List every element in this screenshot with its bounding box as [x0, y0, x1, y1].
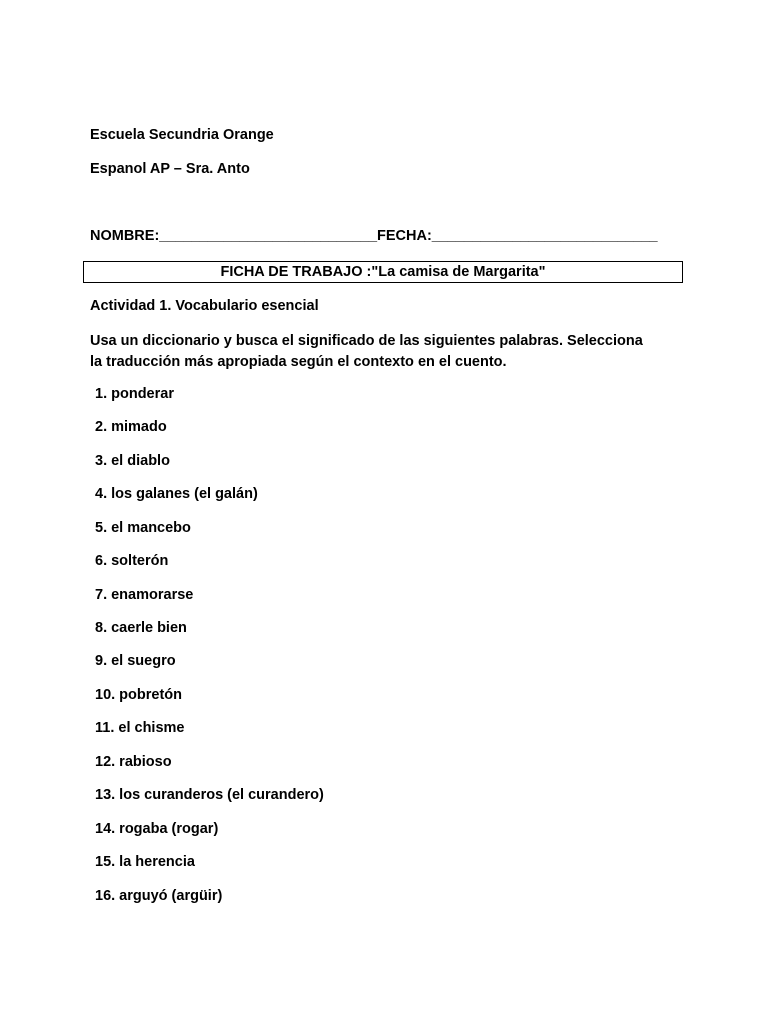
vocab-item: 3. el diablo	[95, 453, 170, 469]
vocab-item: 1. ponderar	[95, 386, 174, 402]
vocab-item: 7. enamorarse	[95, 587, 194, 603]
school-name: Escuela Secundria Orange	[90, 127, 274, 143]
instructions-line-2: la traducción más apropiada según el contexto en el cuento.	[90, 354, 507, 370]
vocab-item: 9. el suegro	[95, 653, 176, 669]
activity-heading: Actividad 1. Vocabulario esencial	[90, 298, 319, 314]
worksheet-title: FICHA DE TRABAJO :"La camisa de Margarita"	[220, 264, 546, 280]
vocab-item: 16. arguyó (argüir)	[95, 888, 223, 904]
vocab-item: 14. rogaba (rogar)	[95, 821, 219, 837]
worksheet-title-box	[83, 261, 683, 283]
vocab-item: 8. caerle bien	[95, 620, 187, 636]
vocab-item: 5. el mancebo	[95, 520, 191, 536]
vocab-item: 12. rabioso	[95, 754, 172, 770]
course-teacher: Espanol AP – Sra. Anto	[90, 161, 250, 177]
vocab-item: 13. los curanderos (el curandero)	[95, 787, 324, 803]
vocab-item: 2. mimado	[95, 419, 167, 435]
vocab-item: 15. la herencia	[95, 854, 195, 870]
vocab-item: 10. pobretón	[95, 687, 183, 703]
name-date-line: NOMBRE:___________________________FECHA:____________________________	[90, 228, 658, 244]
vocab-item: 11. el chisme	[95, 720, 185, 736]
instructions-line-1: Usa un diccionario y busca el significado de las siguientes palabras. Selecciona	[90, 333, 643, 349]
vocab-item: 6. solterón	[95, 553, 169, 569]
instructions	[90, 331, 690, 373]
vocab-item: 4. los galanes (el galán)	[95, 486, 258, 502]
